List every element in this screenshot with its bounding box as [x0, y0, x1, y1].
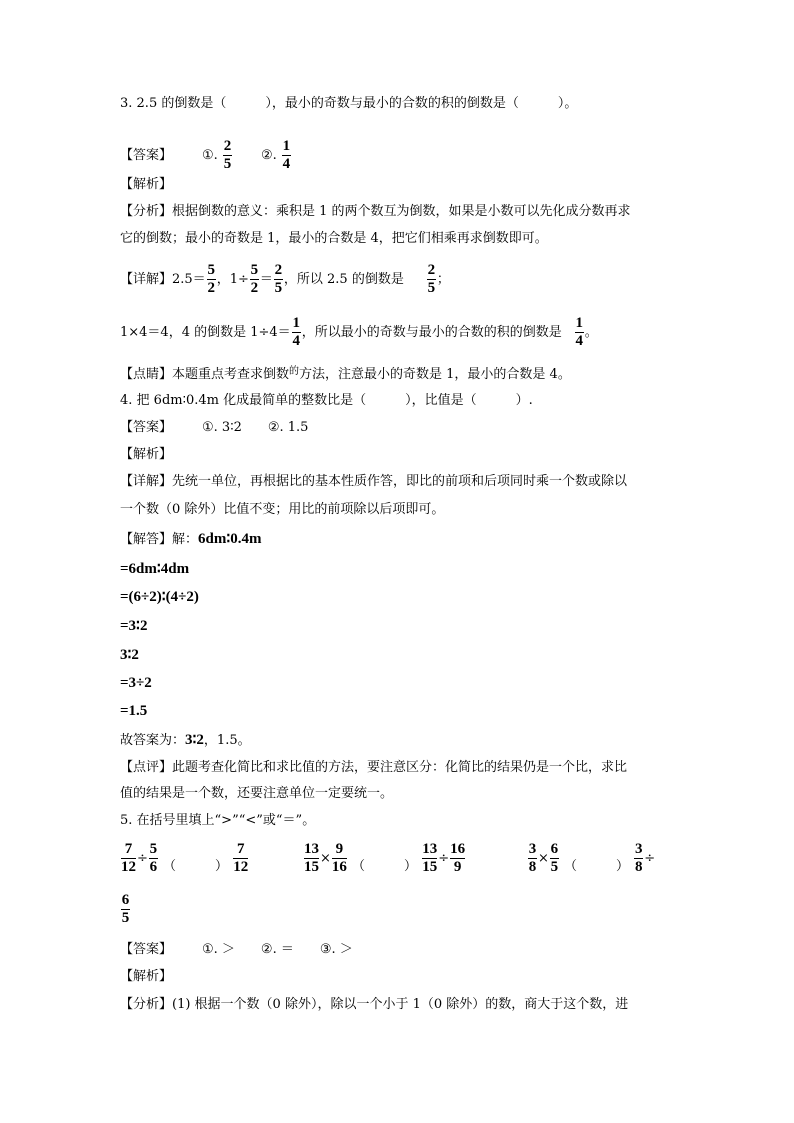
numerator: 3	[634, 841, 643, 857]
operator: ×	[538, 851, 549, 866]
denominator: 12	[121, 859, 136, 875]
numerator: 2	[427, 262, 436, 278]
q4-analysis-tag: 【解析】	[120, 447, 173, 462]
q3-dianjing	[120, 367, 571, 384]
denominator: 5	[427, 280, 436, 296]
detail-text: ，1÷	[216, 272, 249, 287]
denominator: 8	[528, 859, 537, 875]
detail2-text: 1×4＝4，4 的倒数是 1÷4＝	[120, 325, 291, 340]
answer-text: ①. 3∶2 ②. 1.5	[202, 420, 309, 435]
fraction	[422, 841, 437, 876]
numerator: 1	[575, 315, 583, 331]
q4-solve-row	[120, 531, 262, 548]
dianjing-small-char: 的	[289, 366, 300, 377]
q4-detail-line1: 【详解】先统一单位，再根据比的基本性质作答，即比的前项和后项同时乘一个数或除以	[120, 474, 628, 489]
denominator: 4	[575, 333, 583, 349]
blank-parentheses[interactable]: （ ）	[564, 859, 630, 874]
answer-1-fraction	[223, 138, 232, 173]
detail-fraction-2	[250, 262, 259, 297]
fraction	[233, 841, 248, 876]
denominator: 5	[550, 859, 559, 875]
denominator: 16	[331, 859, 347, 875]
dianjing-text: 方法，注意最小的奇数是 1，最小的合数是 4。	[299, 367, 571, 382]
numerator: 5	[149, 841, 158, 857]
solve-line-3: =(6÷2)∶(4÷2)	[120, 589, 199, 605]
q5-expr-3-wrap	[120, 892, 131, 927]
detail-fraction-1	[207, 262, 216, 297]
numerator: 7	[124, 841, 133, 857]
solve-tag: 【解答】解：	[120, 532, 199, 547]
q5-analysis-tag: 【解析】	[120, 969, 173, 984]
q3-detail-row	[120, 262, 450, 297]
numerator: 5	[207, 262, 215, 278]
answer-text: ①. ＞ ②. ＝ ③. ＞	[202, 942, 353, 957]
numerator: 2	[223, 138, 232, 154]
q3-answer-row	[120, 138, 292, 173]
denominator: 5	[274, 280, 283, 296]
numerator: 9	[335, 841, 344, 857]
q5-answer	[120, 942, 353, 958]
operator: ÷	[137, 851, 148, 866]
operator: ÷	[644, 851, 656, 866]
fraction	[121, 841, 136, 876]
numerator: 5	[250, 262, 259, 278]
numerator: 3	[528, 841, 537, 857]
blank-parentheses[interactable]: （ ）	[163, 859, 229, 874]
fraction	[121, 892, 130, 927]
answer-2-mark: ②.	[260, 148, 277, 163]
detail2-text: ，所以最小的奇数与最小的合数的积的倒数是	[301, 325, 562, 340]
q3-detail2-row	[120, 315, 598, 350]
fraction	[528, 841, 537, 876]
denominator: 5	[223, 156, 232, 172]
detail2-fraction-2	[575, 315, 584, 350]
q4-result	[120, 732, 251, 749]
q4-question: 4. 把 6dm∶0.4m 化成最简单的整数比是（ ），比值是（ ）.	[120, 393, 533, 408]
answer-1-mark: ①.	[202, 148, 218, 163]
solve-line-4: =3∶2	[120, 618, 148, 634]
answer-tag: 【答案】	[120, 420, 173, 435]
numerator: 6	[550, 841, 559, 857]
q5-question: 5. 在括号里填上“>”“<”或“＝”。	[120, 813, 316, 828]
q3-analysis-tag: 【解析】	[120, 177, 173, 192]
q3-question: 3. 2.5 的倒数是（ ），最小的奇数与最小的合数的积的倒数是（ ）。	[120, 96, 578, 111]
denominator: 6	[149, 859, 158, 875]
q4-answer	[120, 420, 308, 436]
blank-parentheses[interactable]: （ ）	[352, 859, 418, 874]
denominator: 4	[282, 156, 291, 172]
fraction	[450, 841, 465, 876]
detail-fraction-4	[427, 262, 436, 297]
denominator: 5	[121, 910, 130, 926]
q5-expr-3	[527, 841, 655, 876]
solve-line-7: =1.5	[120, 703, 148, 719]
result-prefix: 故答案为：	[120, 733, 186, 748]
fraction	[332, 841, 347, 876]
operator: ×	[320, 851, 331, 866]
fraction	[634, 841, 643, 876]
detail-fraction-3	[274, 262, 283, 297]
q3-fenxi-line1: 【分析】根据倒数的意义：乘积是 1 的两个数互为倒数，如果是小数可以先化成分数再求	[120, 204, 631, 219]
numerator: 1	[282, 138, 291, 154]
result-ratio: 3∶2	[185, 732, 204, 748]
numerator: 13	[422, 841, 438, 857]
denominator: 2	[207, 280, 215, 296]
numerator: 7	[236, 841, 245, 857]
answer-2-fraction	[282, 138, 291, 173]
detail-text: ，所以 2.5 的倒数是	[283, 272, 404, 287]
q5-expr-1	[120, 841, 249, 876]
detail-text: ；	[436, 272, 450, 287]
q4-detail-line2: 一个数（0 除外）比值不变；用比的前项除以后项即可。	[120, 502, 445, 517]
q3-fenxi-line2: 它的倒数；最小的奇数是 1，最小的合数是 4，把它们相乘再求倒数即可。	[120, 231, 548, 246]
q4-comment-line2: 值的结果是一个数，还要注意单位一定要统一。	[120, 786, 394, 801]
detail2-text: 。	[584, 325, 598, 340]
operator: ÷	[438, 851, 450, 866]
denominator: 8	[634, 859, 643, 875]
detail2-fraction-1	[292, 315, 301, 350]
solve-line-5: 3∶2	[120, 647, 139, 663]
fraction	[149, 841, 158, 876]
answer-tag: 【答案】	[120, 148, 173, 163]
denominator: 2	[250, 280, 259, 296]
denominator: 15	[304, 859, 319, 875]
q5-fenxi-line1: 【分析】(1) 根据一个数（0 除外），除以一个小于 1（0 除外）的数，商大于这个数，进	[120, 997, 629, 1012]
numerator: 6	[121, 892, 130, 908]
detail-equals: ＝	[259, 272, 273, 287]
denominator: 9	[453, 859, 462, 875]
q4-comment-line1: 【点评】此题考查化简比和求比值的方法，要注意区分：化简比的结果仍是一个比，求比	[120, 760, 628, 775]
fraction	[550, 841, 559, 876]
numerator: 16	[450, 841, 466, 857]
q5-expr-2	[303, 841, 466, 876]
solve-line-2: =6dm∶4dm	[120, 561, 190, 577]
answer-tag: 【答案】	[120, 942, 173, 957]
dianjing-text: 【点睛】本题重点考查求倒数	[120, 367, 290, 382]
numerator: 1	[292, 315, 300, 331]
detail-text: 【详解】2.5＝	[120, 272, 206, 287]
numerator: 2	[274, 262, 283, 278]
denominator: 4	[292, 333, 300, 349]
denominator: 15	[422, 859, 438, 875]
fraction	[304, 841, 319, 876]
result-suffix: ，1.5。	[203, 733, 251, 748]
solve-line-6: =3÷2	[120, 675, 152, 691]
numerator: 13	[304, 841, 319, 857]
denominator: 12	[233, 859, 249, 875]
solve-line-1: 6dm∶0.4m	[198, 531, 262, 547]
